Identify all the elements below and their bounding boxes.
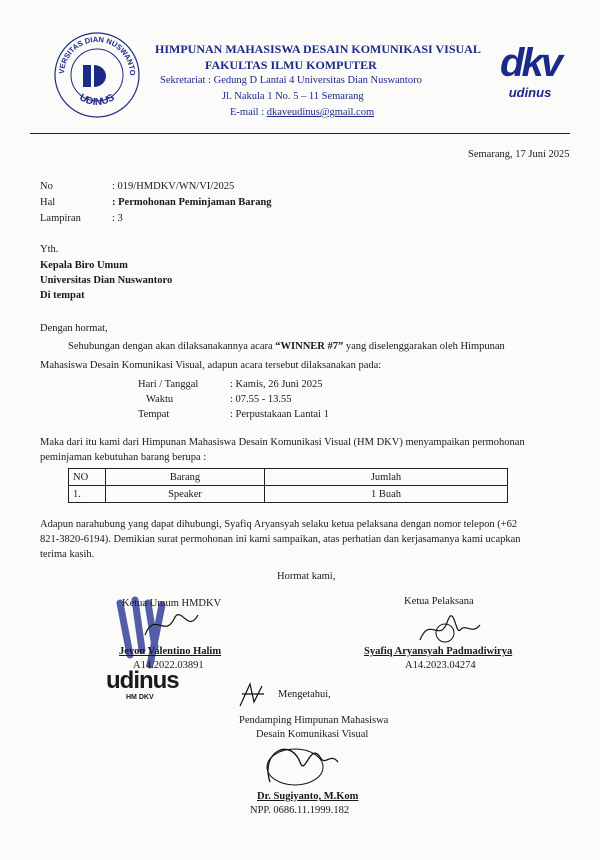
right-signer-name: Syafiq Aryansyah Padmadiwirya [364, 646, 513, 657]
logo-arc-text: VERSITAS DIAN NUSWANTO [56, 34, 138, 76]
table-header: Barang [106, 469, 265, 486]
p1-part1: Sehubungan dengan akan dilaksanakannya acara [68, 341, 276, 352]
table-cell: 1. [69, 486, 106, 503]
advisor-title-2: Desain Komunikasi Visual [256, 729, 369, 740]
dkv-logo [500, 40, 560, 125]
table-header-row [69, 469, 508, 486]
table-header: NO [69, 469, 106, 486]
faculty-name: FAKULTAS ILMU KOMPUTER [205, 58, 377, 72]
hari-label: Hari / Tanggal [138, 379, 199, 390]
hari-value: : Kamis, 26 Juni 2025 [230, 379, 323, 390]
mengetahui: Mengetahui, [278, 689, 331, 700]
recipient-greeting: Yth. [40, 244, 59, 255]
paragraph-3-line-2: 821-3820-6194). Demikian surat permohonan ini kami sampaikan, atas perhatian dan kerjasamanya kami ucapkan [40, 534, 521, 545]
hal-label: Hal [40, 197, 56, 208]
left-signer-name: Jevon Valentino Halim [119, 646, 222, 657]
udinus-logo [52, 30, 142, 120]
right-signer-id: A14.2023.04274 [405, 660, 476, 671]
advisor-title-1: Pendamping Himpunan Mahasiswa [239, 715, 389, 726]
dkv-logo-sub: udinus [508, 85, 552, 100]
items-table [68, 468, 508, 503]
paragraph-1-line-2: Mahasiswa Desain Komunikasi Visual, adapun acara tersebut dilaksanakan pada: [40, 360, 382, 371]
secretariat-line: Sekretariat : Gedung D Lantai 4 Universitas Dian Nuswantoro [160, 75, 422, 86]
recipient-line1: Kepala Biro Umum [40, 260, 128, 271]
dkv-logo-mark: dkv [500, 41, 560, 85]
tempat-value: : Perpustakaan Lantai 1 [230, 409, 329, 420]
waktu-value: : 07.55 - 13.55 [230, 394, 292, 405]
lampiran-label: Lampiran [40, 213, 81, 224]
advisor-name: Dr. Sugiyanto, M.Kom [257, 791, 359, 802]
closing: Hormat kami, [277, 571, 336, 582]
left-signer-title: Ketua Umum HMDKV [122, 598, 222, 609]
stamp-sub: HM DKV [126, 694, 154, 701]
paragraph-2-line-2: peminjaman kebutuhan barang berupa : [40, 452, 207, 463]
left-signer-id: A14.2022.03891 [133, 660, 204, 671]
advisor-npp: NPP. 0686.11.1999.182 [250, 805, 350, 816]
table-row [69, 486, 508, 503]
event-name: “WINNER #7” [275, 341, 344, 352]
lampiran-value: : 3 [112, 213, 123, 224]
tempat-label: Tempat [138, 409, 170, 420]
advisor-signature-icon [250, 732, 350, 797]
table-header: Jumlah [265, 469, 508, 486]
left-signature-icon [140, 605, 210, 650]
header-rule [30, 133, 570, 134]
stamp-text: udinus [106, 667, 179, 694]
initial-signature-icon [236, 680, 270, 715]
address-line: Jl. Nakula 1 No. 5 – 11 Semarang [222, 91, 364, 102]
paragraph-2-line-1: Maka dari itu kami dari Himpunan Mahasiswa Desain Komunikasi Visual (HM DKV) menyampaikan permohonan [40, 437, 525, 448]
table-cell: Speaker [106, 486, 265, 503]
svg-text:UDINUS [77, 92, 116, 108]
recipient-line3: Di tempat [40, 290, 85, 301]
org-name: HIMPUNAN MAHASISWA DESAIN KOMUNIKASI VISUAL [155, 42, 481, 56]
paragraph-1-line-1 [68, 340, 505, 354]
waktu-label: Waktu [146, 394, 174, 405]
table-cell: 1 Buah [265, 486, 508, 503]
recipient-line2: Universitas Dian Nuswantoro [40, 275, 173, 286]
hal-value: : Permohonan Peminjaman Barang [112, 197, 272, 208]
right-signer-title: Ketua Pelaksana [404, 596, 474, 607]
email-link[interactable]: dkaveudinus@gmail.com [266, 107, 375, 118]
paragraph-3-line-1: Adapun narahubung yang dapat dihubungi, Syafiq Aryansyah selaku ketua pelaksana dengan nomor telepon (+62 [40, 519, 518, 530]
email-label: E-mail : [230, 107, 267, 118]
no-value: : 019/HMDKV/WN/VI/2025 [112, 181, 235, 192]
p1-part2: yang diselenggarakan oleh Himpunan [343, 341, 505, 352]
email-line [230, 107, 374, 118]
no-label: No [40, 181, 53, 192]
paragraph-3-line-3: terima kasih. [40, 549, 95, 560]
salutation: Dengan hormat, [40, 323, 108, 334]
letter-date: Semarang, 17 Juni 2025 [468, 149, 570, 160]
logo-bottom-text: UDINUS [77, 92, 117, 109]
